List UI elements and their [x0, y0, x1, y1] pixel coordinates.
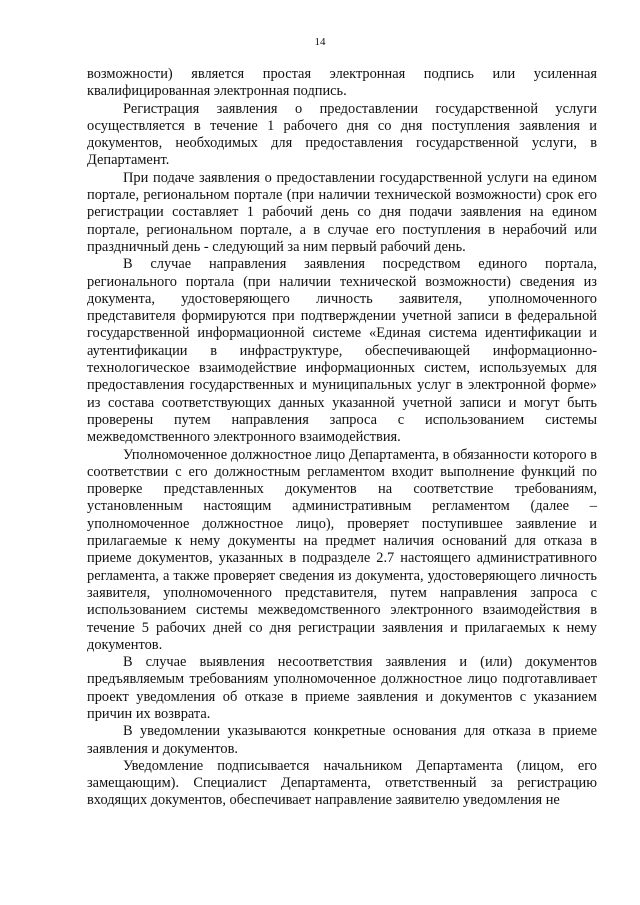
- paragraph-nonconformity: В случае выявления несоответствия заявления и (или) документов предъявляемым требованиям уполномоченное должностное лицо подготавливает проект уведомления об отказе в приеме заявления и документов с указанием причин их возврата.: [87, 654, 597, 722]
- paragraph-notification-signing: Уведомление подписывается начальником Департамента (лицом, его замещающим). Специалист Департамента, ответственный за регистрацию входящих документов, обеспечивает направление заявителю уведомления не: [87, 757, 597, 809]
- paragraph-identity-verification: В случае направления заявления посредством единого портала, регионального портала (при наличии технической возможности) сведения из документа, удостоверяющего личность заявителя, уполномоченного представителя формируются при подтверждении учетной записи в федеральной государственной информационной системе «Единая система идентификации и аутентификации в инфраструктуре, обеспечивающей информационно-технологическое взаимодействие информационных систем, используемых для предоставления государственных и муниципальных услуг в электронной форме» из состава соответствующих данных указанной учетной записи и могут быть проверены путем направления запроса с использованием системы межведомственного электронного взаимодействия.: [87, 256, 597, 446]
- page-number: 14: [314, 36, 326, 48]
- paragraph-registration: Регистрация заявления о предоставлении государственной услуги осуществляется в течение 1 рабочего дня со дня поступления заявления и документов, необходимых для предоставления государственной услуги, в Департамент.: [87, 100, 597, 169]
- paragraph-refusal-grounds: В уведомлении указываются конкретные основания для отказа в приеме заявления и документов.: [87, 723, 597, 757]
- paragraph-continued: возможности) является простая электронная подпись или усиленная квалифицированная электронная подпись.: [87, 66, 597, 100]
- document-body: [87, 66, 597, 810]
- paragraph-portal-registration: При подаче заявления о предоставлении государственной услуги на едином портале, региональном портале (при наличии технической возможности) срок его регистрации составляет 1 рабочий день со дня подачи заявления на едином портале, региональном портале, а в случае его поступления в нерабочий или праздничный день - следующий за ним первый рабочий день.: [87, 169, 597, 255]
- paragraph-official-check: Уполномоченное должностное лицо Департамента, в обязанности которого в соответствии с его должностным регламентом входит выполнение функций по проверке представленных документов на соответствие требованиям, установленным настоящим административным регламентом (далее – уполномоченное должностное лицо), проверяет поступившее заявление и прилагаемые к нему документы на предмет наличия оснований для отказа в приеме документов, указанных в подразделе 2.7 настоящего административного регламента, а также проверяет сведения из документа, удостоверяющего личность заявителя, уполномоченного представителя, путем направления запроса с использованием системы межведомственного электронного взаимодействия в течение 5 рабочих дней со дня регистрации заявления и прилагаемых к нему документов.: [87, 446, 597, 653]
